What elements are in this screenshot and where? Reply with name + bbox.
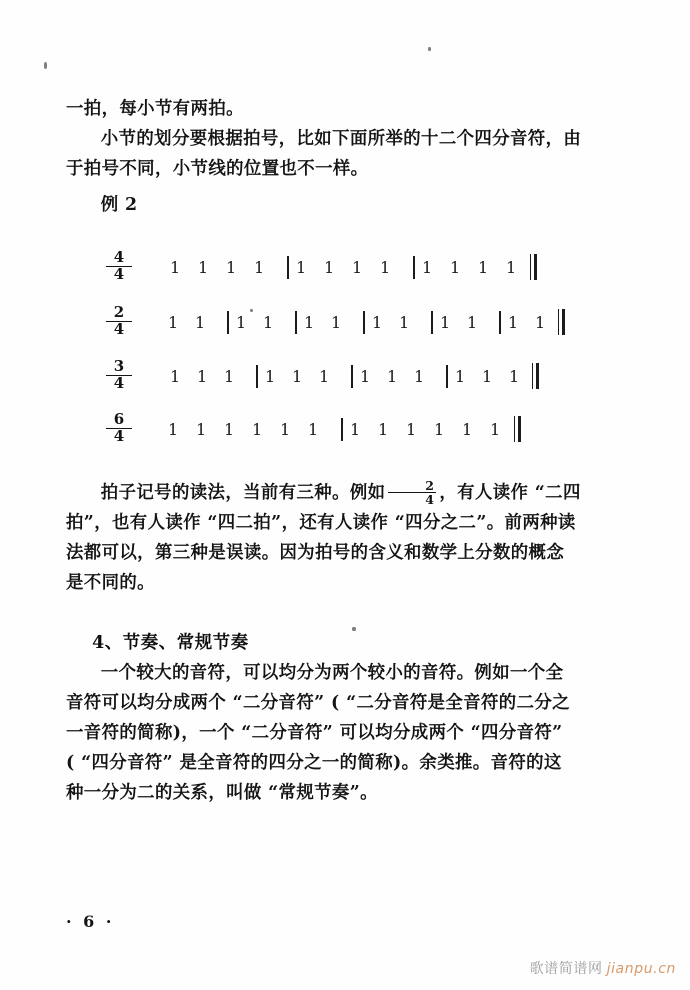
- note-quarter: 1: [406, 420, 417, 439]
- note-quarter: 1: [450, 258, 461, 277]
- time-signature-numerator: 6: [113, 410, 125, 428]
- double-barline-thick: [534, 254, 537, 280]
- watermark-latin: jianpu.cn: [606, 961, 676, 977]
- barline: [431, 311, 433, 334]
- rhythm-body-line-2: 音符可以均分成两个 “二分音符” ( “二分音符是全音符的二分之: [66, 693, 570, 713]
- example-label-block: [66, 190, 622, 220]
- note-quarter: 1: [467, 313, 478, 332]
- note-quarter: 1: [509, 367, 520, 386]
- note-quarter: 1: [506, 258, 517, 277]
- note-quarter: 1: [324, 258, 335, 277]
- paragraph-measure-division: [66, 124, 622, 184]
- note-quarter: 1: [350, 420, 361, 439]
- note-quarter: 1: [434, 420, 445, 439]
- time-signature-denominator: 4: [106, 266, 132, 283]
- inline-time-signature-2-4: [388, 479, 436, 506]
- note-quarter: 1: [319, 367, 330, 386]
- time-signature: [106, 359, 132, 391]
- notation-row-4-4: [106, 248, 690, 292]
- note-quarter: 1: [482, 367, 493, 386]
- site-watermark: [530, 958, 676, 978]
- measure-division-line-1: 小节的划分要根据拍号，比如下面所举的十二个四分音符，由: [100, 129, 582, 149]
- barline: [351, 365, 353, 388]
- inline-fraction-numerator: 2: [425, 477, 435, 493]
- double-barline-thin: [530, 254, 531, 280]
- scan-speck: [428, 47, 431, 51]
- note-quarter: 1: [352, 258, 363, 277]
- double-barline-thin: [532, 363, 533, 389]
- note-quarter: 1: [414, 367, 425, 386]
- note-quarter: 1: [196, 420, 207, 439]
- time-signature-numerator: 4: [113, 248, 125, 266]
- note-quarter: 1: [422, 258, 433, 277]
- barline: [413, 256, 415, 279]
- rhythm-body-line-4: ( “四分音符” 是全音符的四分之一的简称)。余类推。音符的这: [66, 753, 562, 773]
- note-quarter: 1: [372, 313, 383, 332]
- time-signature-denominator: 4: [106, 375, 132, 392]
- time-signature: [106, 250, 132, 282]
- time-signature: [106, 305, 132, 337]
- note-quarter: 1: [331, 313, 342, 332]
- note-quarter: 1: [490, 420, 501, 439]
- measure-division-line-2: 于拍号不同，小节线的位置也不一样。: [66, 159, 369, 179]
- rhythm-body-line-1: 一个较大的音符，可以均分为两个较小的音符。例如一个全: [100, 663, 564, 683]
- note-quarter: 1: [387, 367, 398, 386]
- reading-methods-line-4: 是不同的。: [66, 573, 155, 593]
- reading-line-1-before: 拍子记号的读法，当前有三种。例如: [100, 483, 386, 503]
- note-quarter: 1: [263, 313, 274, 332]
- note-quarter: 1: [170, 258, 181, 277]
- note-quarter: 1: [265, 367, 276, 386]
- time-signature-numerator: 3: [113, 357, 125, 375]
- double-barline-thin: [514, 416, 515, 442]
- barline: [499, 311, 501, 334]
- note-quarter: 1: [280, 420, 291, 439]
- barline: [446, 365, 448, 388]
- note-quarter: 1: [236, 313, 247, 332]
- paragraph-continued: [66, 94, 622, 124]
- note-quarter: 1: [226, 258, 237, 277]
- double-barline-thick: [518, 416, 521, 442]
- note-quarter: 1: [292, 367, 303, 386]
- note-quarter: 1: [170, 367, 181, 386]
- note-quarter: 1: [378, 420, 389, 439]
- time-signature-numerator: 2: [113, 303, 125, 321]
- reading-methods-line-2: 拍”，也有人读作 “四二拍”，还有人读作 “四分之二”。前两种读: [66, 513, 576, 533]
- scan-speck: [44, 62, 47, 69]
- continued-line-1: 一拍，每小节有两拍。: [66, 99, 244, 119]
- scan-speck: [352, 627, 356, 631]
- time-signature: [106, 412, 132, 444]
- watermark-chinese: 歌谱简谱网: [529, 961, 603, 977]
- note-quarter: 1: [462, 420, 473, 439]
- section-heading-rhythm: 4、节奏、常规节奏: [92, 633, 249, 653]
- rhythm-body-line-3: 一音符的简称)，一个 “二分音符” 可以均分成两个 “四分音符”: [66, 723, 563, 743]
- note-quarter: 1: [399, 313, 410, 332]
- note-quarter: 1: [478, 258, 489, 277]
- barline: [227, 311, 229, 334]
- notation-row-3-4: [106, 357, 690, 401]
- page-number: · 6 ·: [66, 912, 115, 931]
- double-barline-thin: [558, 309, 559, 335]
- note-quarter: 1: [224, 367, 235, 386]
- barline: [287, 256, 289, 279]
- note-quarter: 1: [168, 420, 179, 439]
- reading-line-1-after: ，有人读作 “二四: [439, 483, 581, 503]
- note-quarter: 1: [508, 313, 519, 332]
- note-quarter: 1: [535, 313, 546, 332]
- note-quarter: 1: [455, 367, 466, 386]
- note-quarter: 1: [254, 258, 265, 277]
- time-signature-denominator: 4: [106, 428, 132, 445]
- note-quarter: 1: [308, 420, 319, 439]
- note-quarter: 1: [440, 313, 451, 332]
- double-barline-thick: [562, 309, 565, 335]
- paragraph-rhythm-body: [66, 658, 622, 808]
- rhythm-body-line-5: 种一分为二的关系，叫做 “常规节奏”。: [66, 783, 378, 803]
- note-quarter: 1: [224, 420, 235, 439]
- inline-fraction-denominator: 4: [388, 492, 436, 506]
- note-quarter: 1: [195, 313, 206, 332]
- notation-row-6-4: [106, 410, 690, 454]
- note-quarter: 1: [252, 420, 263, 439]
- note-quarter: 1: [197, 367, 208, 386]
- example-label: 例 2: [100, 195, 138, 215]
- reading-methods-line-3: 法都可以，第三种是误读。因为拍号的含义和数学上分数的概念: [66, 543, 565, 563]
- note-quarter: 1: [360, 367, 371, 386]
- note-quarter: 1: [168, 313, 179, 332]
- barline: [295, 311, 297, 334]
- reading-methods-line-1: [66, 478, 622, 508]
- paragraph-reading-methods: [66, 478, 622, 598]
- barline: [341, 418, 343, 441]
- barline: [363, 311, 365, 334]
- note-quarter: 1: [304, 313, 315, 332]
- note-quarter: 1: [380, 258, 391, 277]
- note-quarter: 1: [296, 258, 307, 277]
- note-quarter: 1: [198, 258, 209, 277]
- time-signature-denominator: 4: [106, 321, 132, 338]
- notation-row-2-4: [106, 303, 690, 347]
- double-barline-thick: [536, 363, 539, 389]
- barline: [256, 365, 258, 388]
